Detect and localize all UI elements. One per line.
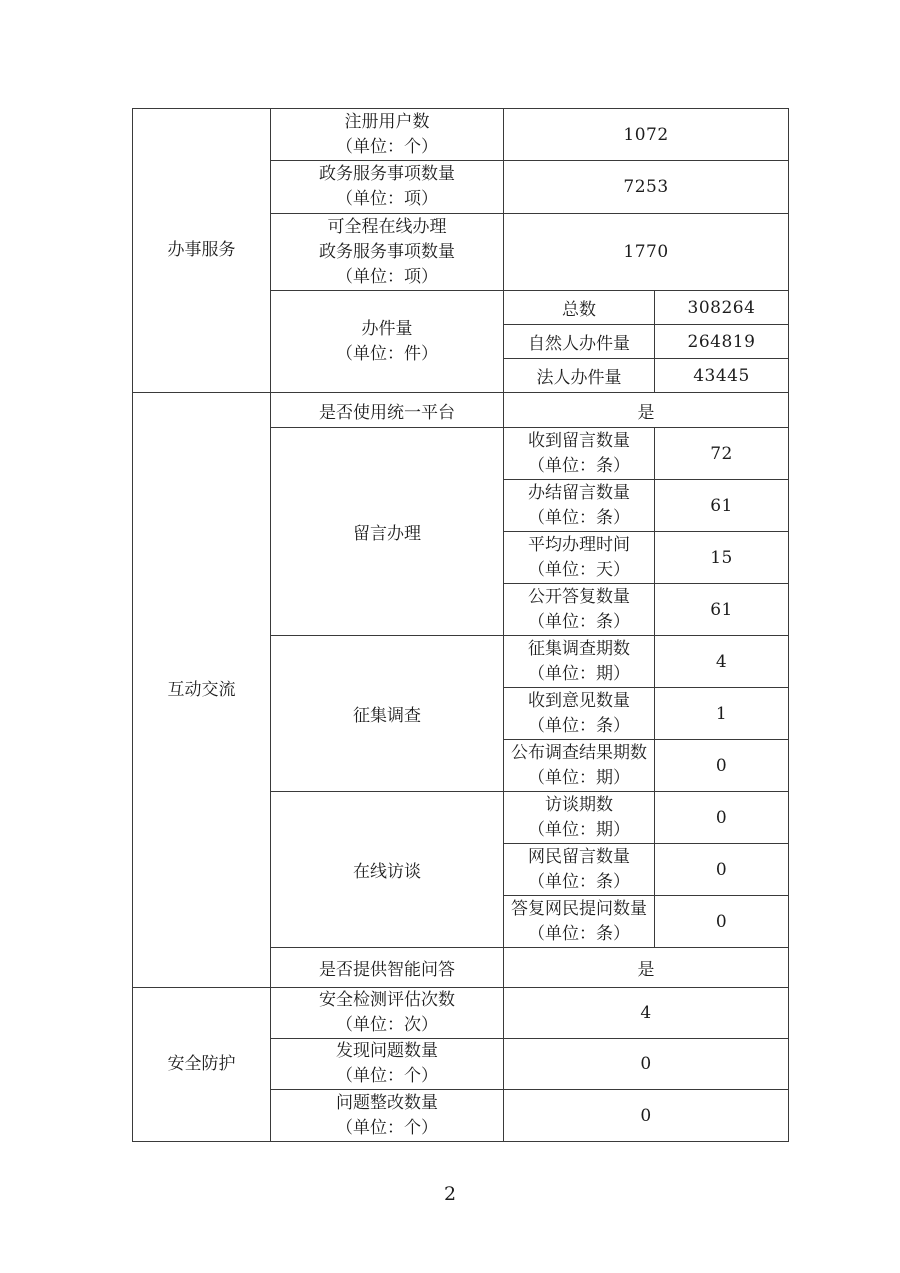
category-label: 办事服务 — [167, 240, 236, 260]
subrow-label: 答复网民提问数量 — [511, 898, 647, 919]
subrow-label: 公布调查结果期数 — [511, 742, 647, 763]
subrow-opinions-received-label — [504, 688, 655, 740]
row-unit: （单位：项） — [336, 266, 438, 287]
row-unified-platform-value: 是 — [504, 393, 789, 428]
row-problems-found-label — [271, 1039, 504, 1090]
subrow-unit: （单位：期） — [528, 819, 630, 840]
subrow-unit: （单位：条） — [528, 611, 630, 632]
subrow-unit: （单位：条） — [528, 923, 630, 944]
row-registered-users-label — [271, 109, 504, 161]
category-label: 互动交流 — [167, 679, 236, 700]
subrow-results-published-label — [504, 740, 655, 792]
row-unit: （单位：个） — [336, 1117, 438, 1138]
row-unit: （单位：个） — [336, 1066, 438, 1086]
subrow-unit: （单位：天） — [528, 559, 630, 580]
subrow-natural-person-value: 264819 — [655, 325, 789, 359]
subrow-label: 访谈期数 — [545, 794, 613, 815]
section-interaction-category — [133, 393, 271, 988]
subrow-total-label: 总数 — [504, 291, 655, 325]
row-security-checks-label — [271, 988, 504, 1039]
subrow-public-replies-value: 61 — [655, 584, 789, 636]
row-smart-qa-label: 是否提供智能问答 — [271, 948, 504, 988]
row-unit: （单位：次） — [336, 1015, 438, 1035]
subrow-average-time-label — [504, 532, 655, 584]
row-interviews-label: 在线访谈 — [271, 792, 504, 948]
row-label-line1: 可全程在线办理 — [327, 216, 447, 237]
row-problems-fixed-label — [271, 1090, 504, 1142]
row-online-items-value: 1770 — [504, 214, 789, 291]
row-label: 注册用户数 — [344, 111, 430, 132]
subrow-average-time-value: 15 — [655, 532, 789, 584]
subrow-label: 网民留言数量 — [528, 846, 630, 867]
row-label: 办件量 — [361, 318, 413, 339]
row-surveys-label: 征集调查 — [271, 636, 504, 792]
subrow-opinions-received-value: 1 — [655, 688, 789, 740]
row-service-items-label — [271, 161, 504, 214]
subrow-netizen-messages-label — [504, 844, 655, 896]
subrow-label: 征集调查期数 — [528, 638, 630, 659]
subrow-label: 办结留言数量 — [528, 482, 630, 503]
row-unified-platform-label: 是否使用统一平台 — [271, 393, 504, 428]
subrow-unit: （单位：条） — [528, 455, 630, 476]
row-unit: （单位：项） — [336, 189, 438, 209]
row-label: 安全检测评估次数 — [319, 990, 455, 1010]
subrow-messages-received-label — [504, 428, 655, 480]
row-label-line2: 政务服务事项数量 — [319, 241, 455, 262]
section-service-category — [133, 109, 271, 393]
row-unit: （单位：个） — [336, 136, 438, 157]
subrow-unit: （单位：条） — [528, 871, 630, 892]
page-number: 2 — [443, 1183, 457, 1205]
category-label: 安全防护 — [167, 1054, 236, 1074]
subrow-total-value: 308264 — [655, 291, 789, 325]
row-service-items-value: 7253 — [504, 161, 789, 214]
row-messages-label: 留言办理 — [271, 428, 504, 636]
subrow-unit: （单位：条） — [528, 715, 630, 736]
subrow-public-replies-label — [504, 584, 655, 636]
subrow-survey-periods-label — [504, 636, 655, 688]
row-problems-found-value: 0 — [504, 1039, 789, 1090]
subrow-questions-answered-label — [504, 896, 655, 948]
row-label: 发现问题数量 — [336, 1041, 438, 1061]
subrow-unit: （单位：期） — [528, 767, 630, 788]
subrow-interview-periods-label — [504, 792, 655, 844]
subrow-netizen-messages-value: 0 — [655, 844, 789, 896]
subrow-legal-person-label: 法人办件量 — [504, 359, 655, 393]
subrow-messages-resolved-value: 61 — [655, 480, 789, 532]
row-label: 问题整改数量 — [336, 1092, 438, 1113]
subrow-natural-person-label: 自然人办件量 — [504, 325, 655, 359]
section-security-category — [133, 988, 271, 1142]
subrow-label: 收到留言数量 — [528, 430, 630, 451]
report-table — [132, 108, 789, 1142]
subrow-results-published-value: 0 — [655, 740, 789, 792]
subrow-unit: （单位：期） — [528, 663, 630, 684]
subrow-survey-periods-value: 4 — [655, 636, 789, 688]
subrow-legal-person-value: 43445 — [655, 359, 789, 393]
subrow-label: 公开答复数量 — [528, 586, 630, 607]
row-registered-users-value: 1072 — [504, 109, 789, 161]
row-online-items-label — [271, 214, 504, 291]
subrow-questions-answered-value: 0 — [655, 896, 789, 948]
row-label: 政务服务事项数量 — [319, 164, 455, 184]
subrow-messages-received-value: 72 — [655, 428, 789, 480]
row-smart-qa-value: 是 — [504, 948, 789, 988]
subrow-interview-periods-value: 0 — [655, 792, 789, 844]
subrow-messages-resolved-label — [504, 480, 655, 532]
row-problems-fixed-value: 0 — [504, 1090, 789, 1142]
subrow-label: 平均办理时间 — [528, 534, 630, 555]
row-security-checks-value: 4 — [504, 988, 789, 1039]
row-unit: （单位：件） — [336, 343, 438, 364]
subrow-label: 收到意见数量 — [528, 690, 630, 711]
subrow-unit: （单位：条） — [528, 507, 630, 528]
row-cases-label — [271, 291, 504, 393]
